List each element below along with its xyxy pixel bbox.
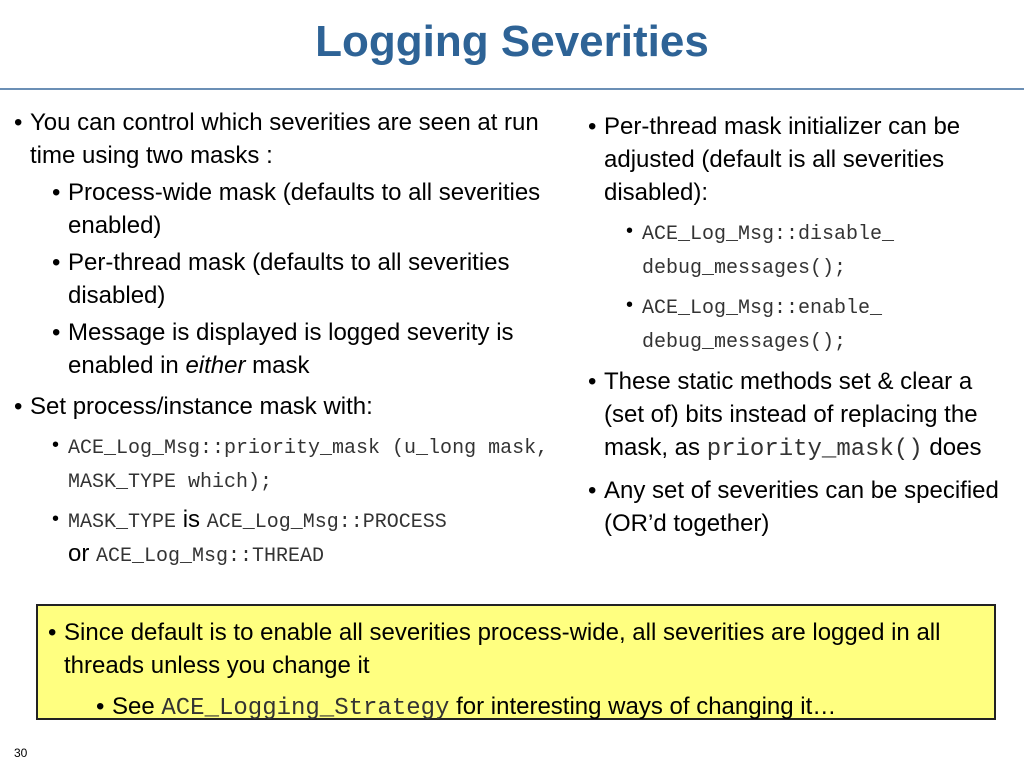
bullet-text: for interesting ways of changing it… [449,693,837,720]
sub-bullet-item [14,176,564,242]
callout-box [36,604,996,720]
bullet-text: Message is displayed is logged severity is enabled in [68,319,514,379]
code-text: priority_mask() [706,436,923,463]
emphasis-text: either [185,352,246,379]
bullet-text: Per-thread mask (defaults to all severities disabled) [68,249,510,309]
bullet-text: Since default is to enable all severities process-wide, all severities are logged in all threads unless you change it [64,619,941,679]
sub-bullet-item [588,215,1008,283]
bullet-text: Process-wide mask (defaults to all severities enabled) [68,179,541,239]
code-text: debug_messages(); [642,331,847,354]
left-column [14,106,564,571]
right-column [588,110,1008,540]
bullet-icon: • [52,249,61,276]
bullet-icon: • [52,508,60,530]
code-text: debug_messages(); [642,257,847,280]
bullet-icon: • [52,434,60,456]
sub-bullet-item [48,690,1024,725]
code-text: ACE_Log_Msg::THREAD [96,545,325,568]
bullet-icon: • [14,109,23,136]
bullet-text: or [68,540,97,567]
sub-bullet-item [14,246,564,312]
bullet-item [14,390,564,423]
bullet-item [48,616,994,682]
bullet-text: You can control which severities are seen at run time using two masks : [30,109,539,169]
code-text: ACE_Log_Msg::PROCESS [206,511,447,534]
bullet-text: Any set of severities can be specified (OR’d together) [604,477,999,537]
title-divider [0,88,1024,90]
code-text: ACE_Log_Msg::priority_mask (u_long mask, MASK_TYPE which); [68,437,549,494]
bullet-text: Set process/instance mask with: [30,393,373,420]
sub-bullet-item [14,503,564,571]
bullet-text: does [922,434,982,461]
bullet-icon: • [626,220,634,242]
bullet-icon: • [588,368,597,395]
sub-bullet-item [14,316,564,382]
slide-title: Logging Severities [315,17,709,66]
page-number: 30 [14,746,28,760]
sub-bullet-item [14,429,564,497]
code-text: ACE_Log_Msg::enable_ [642,297,883,320]
bullet-icon: • [52,179,61,206]
bullet-item [588,474,1008,540]
bullet-text: is [176,506,207,533]
code-text: MASK_TYPE [68,511,177,534]
code-text: ACE_Log_Msg::disable_ [642,223,895,246]
bullet-icon: • [588,477,597,504]
bullet-icon: • [588,113,597,140]
bullet-item [588,365,1008,466]
bullet-text: mask [245,352,310,379]
sub-bullet-item [588,289,1008,357]
code-text: ACE_Logging_Strategy [161,695,450,722]
bullet-icon: • [14,393,23,420]
bullet-icon: • [626,294,634,316]
bullet-icon: • [48,619,57,646]
bullet-text: These static methods set & clear a (set of) bits instead of replacing the mask, as [604,368,978,461]
bullet-item [14,106,564,172]
bullet-icon: • [96,693,105,720]
bullet-text: See [112,693,162,720]
bullet-icon: • [52,319,61,346]
bullet-item [588,110,1008,209]
bullet-text: Per-thread mask initializer can be adjusted (default is all severities disabled): [604,113,961,206]
